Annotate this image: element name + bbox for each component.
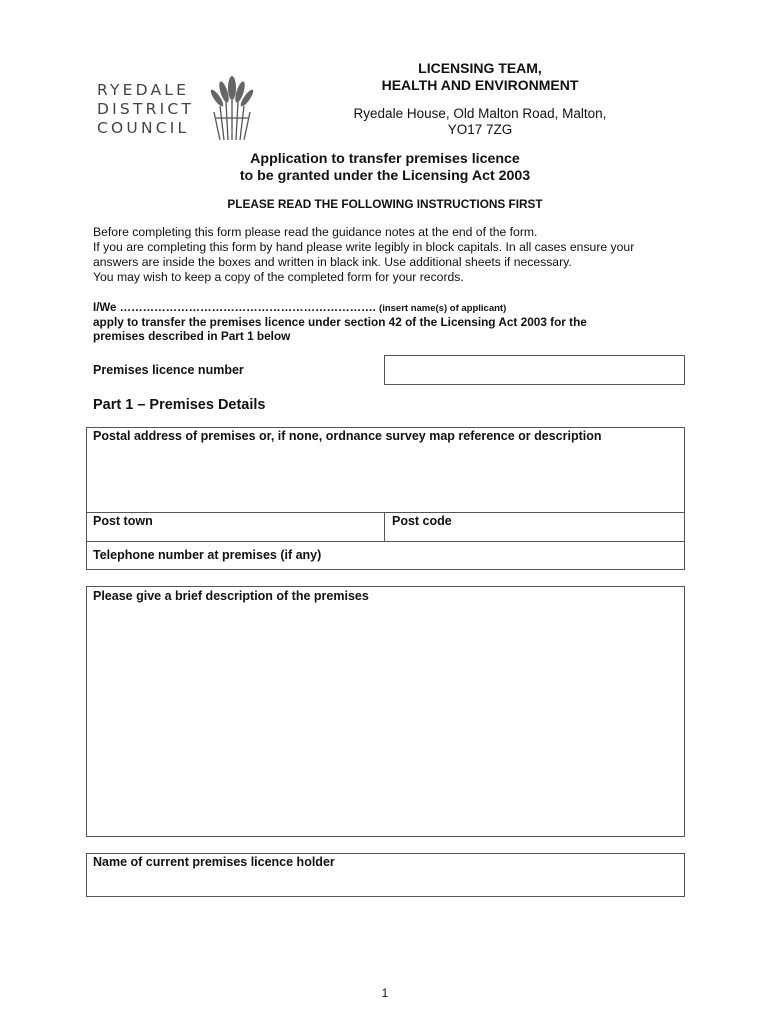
licensing-team-heading: LICENSING TEAM, HEALTH AND ENVIRONMENT	[381, 60, 579, 93]
applicant-line	[93, 302, 506, 314]
logo-line-2: DISTRICT	[97, 100, 195, 118]
logo-line-3: COUNCIL	[97, 119, 190, 137]
licence-holder-label: Name of current premises licence holder	[93, 855, 335, 869]
council-logo-text	[97, 81, 194, 138]
page-number: 1	[381, 986, 389, 1000]
form-title: Application to transfer premises licence to be granted under the Licensing Act 2003	[239, 151, 531, 184]
applicant-name-field[interactable]: I/We ………………………………………………………….	[93, 302, 380, 314]
post-town-label: Post town	[93, 514, 153, 528]
instructions-heading: PLEASE READ THE FOLLOWING INSTRUCTIONS FIRST	[227, 197, 543, 211]
post-code-label: Post code	[392, 514, 452, 528]
licence-number-input[interactable]	[384, 355, 685, 385]
wheat-sheaf-icon	[206, 70, 258, 142]
instructions-text: Before completing this form please read the guidance notes at the end of the form. If you are completing this form by hand please write legibly in block capitals. In all cases ensure your answers are inside the boxes and written in black ink. Use additional sheets if necessary. You may wish to keep a copy of the completed form for your records.	[93, 225, 635, 284]
council-address: Ryedale House, Old Malton Road, Malton, YO17 7ZG	[353, 106, 607, 137]
premises-description-input[interactable]	[86, 586, 685, 837]
part1-heading: Part 1 – Premises Details	[93, 397, 266, 413]
apply-statement: apply to transfer the premises licence under section 42 of the Licensing Act 2003 for the premises described in Part 1 below	[93, 315, 587, 343]
logo-line-1: RYEDALE	[97, 81, 190, 99]
premises-description-label: Please give a brief description of the premises	[93, 589, 369, 603]
insert-note: (insert name(s) of applicant)	[379, 303, 507, 314]
licence-number-label: Premises licence number	[93, 363, 244, 377]
postal-address-label: Postal address of premises or, if none, ordnance survey map reference or description	[93, 429, 602, 443]
telephone-label: Telephone number at premises (if any)	[93, 548, 322, 562]
